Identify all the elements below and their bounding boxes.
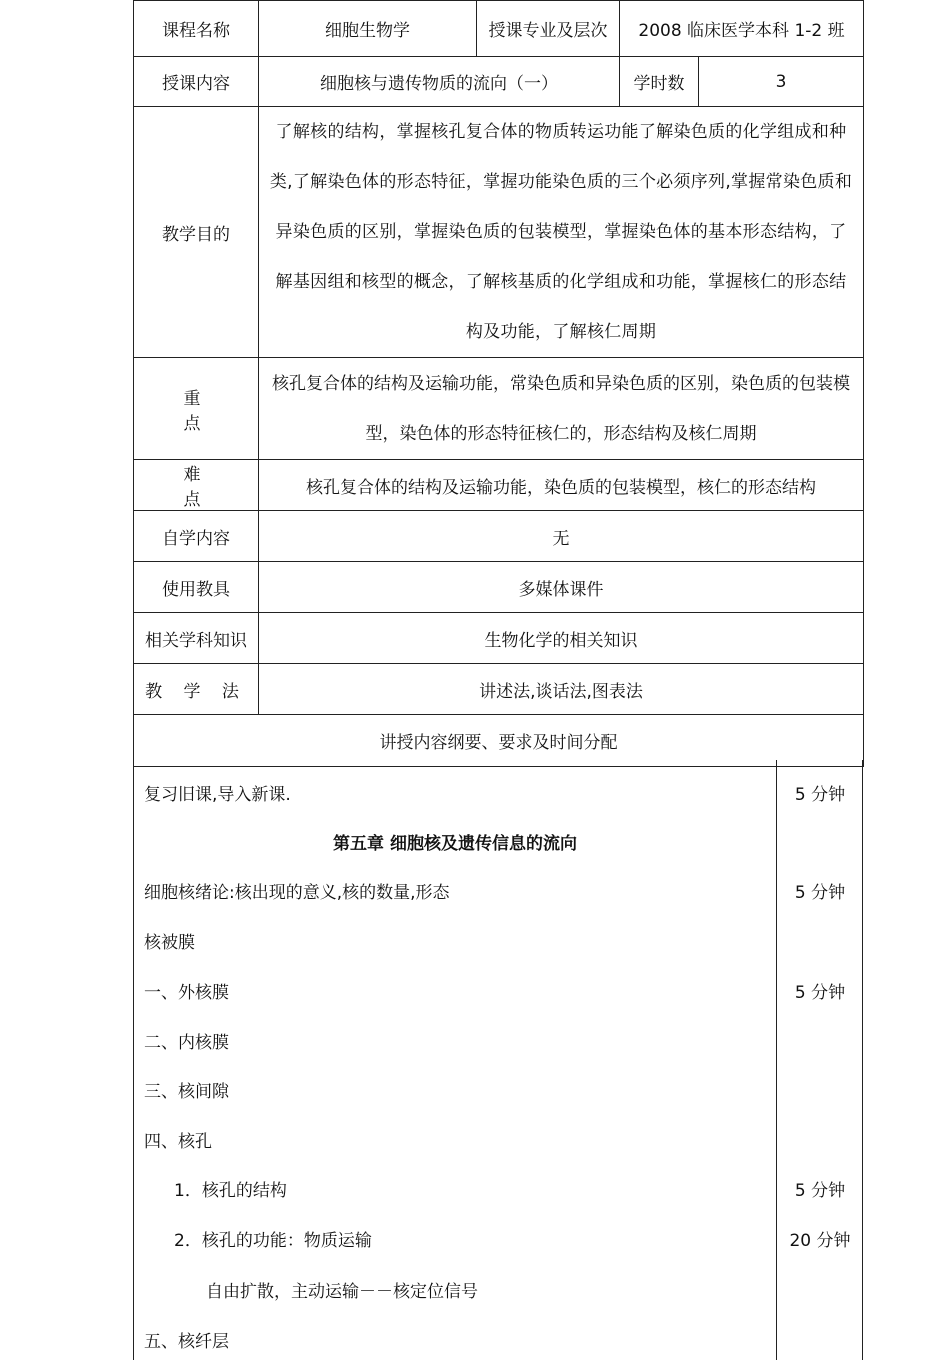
outline-text: 复习旧课,导入新课. bbox=[144, 785, 291, 805]
content-value: 细胞核与遗传物质的流向（一） bbox=[259, 57, 620, 107]
method-label: 教 学 法 bbox=[134, 664, 259, 715]
self-study-label: 自学内容 bbox=[134, 511, 259, 562]
outline-item bbox=[134, 1317, 864, 1367]
row-self-study bbox=[134, 511, 864, 562]
key-points-label: 重 点 bbox=[134, 358, 259, 460]
outline-header: 讲授内容纲要、要求及时间分配 bbox=[134, 715, 864, 767]
related-text: 生物化学的相关知识 bbox=[259, 613, 864, 664]
content-label: 授课内容 bbox=[134, 57, 259, 107]
difficulties-text: 核孔复合体的结构及运输功能，染色质的包装模型，核仁的形态结构 bbox=[259, 460, 864, 511]
major-value: 2008 临床医学本科 1-2 班 bbox=[620, 1, 864, 57]
difficulties-label: 难 点 bbox=[134, 460, 259, 511]
chapter-title-text: 第五章 细胞核及遗传信息的流向 bbox=[333, 834, 577, 854]
hours-label: 学时数 bbox=[620, 57, 699, 107]
outline-text: 三、核间隙 bbox=[144, 1082, 229, 1102]
outline-item bbox=[134, 1067, 864, 1117]
tools-text: 多媒体课件 bbox=[259, 562, 864, 613]
outline-item bbox=[134, 770, 864, 820]
objectives-text: 了解核的结构，掌握核孔复合体的物质转运功能了解染色质的化学组成和种类,了解染色体的形态特征，掌握功能染色质的三个必须序列,掌握常染色质和异染色质的区别，掌握染色质的包装模型，掌握染色体的基本形态结构，了解基因组和核型的概念，了解核基质的化学组成和功能，掌握核仁的形态结构及功能，了解核仁周期 bbox=[259, 107, 864, 358]
row-related bbox=[134, 613, 864, 664]
outline-text: 2．核孔的功能：物质运输 bbox=[174, 1231, 372, 1251]
outline-item bbox=[134, 868, 864, 918]
row-method bbox=[134, 664, 864, 715]
self-study-text: 无 bbox=[259, 511, 864, 562]
course-name-label: 课程名称 bbox=[134, 1, 259, 57]
row-course bbox=[134, 1, 864, 57]
outline-time: 5 分钟 bbox=[794, 983, 846, 1003]
tools-label: 使用教具 bbox=[134, 562, 259, 613]
objectives-label: 教学目的 bbox=[134, 107, 259, 358]
method-text: 讲述法,谈话法,图表法 bbox=[259, 664, 864, 715]
row-content bbox=[134, 57, 864, 107]
related-label: 相关学科知识 bbox=[134, 613, 259, 664]
major-label: 授课专业及层次 bbox=[477, 1, 620, 57]
outline-time: 5 分钟 bbox=[794, 883, 846, 903]
outline-text: 1．核孔的结构 bbox=[174, 1181, 287, 1201]
outline-item bbox=[134, 1018, 864, 1068]
outline-item bbox=[134, 968, 864, 1018]
outline-item bbox=[134, 1216, 864, 1266]
row-key-points bbox=[134, 358, 864, 460]
outline-item bbox=[134, 1166, 864, 1216]
lesson-plan-table bbox=[133, 0, 864, 767]
outline-text: 四、核孔 bbox=[144, 1132, 212, 1152]
row-objectives bbox=[134, 107, 864, 358]
outline-time: 20 分钟 bbox=[789, 1231, 851, 1251]
row-outline-header bbox=[134, 715, 864, 767]
outline-item bbox=[134, 1117, 864, 1167]
outline-text: 二、内核膜 bbox=[144, 1033, 229, 1053]
outline-text: 细胞核绪论:核出现的意义,核的数量,形态 bbox=[144, 883, 450, 903]
hours-value: 3 bbox=[699, 57, 864, 107]
key-points-text: 核孔复合体的结构及运输功能，常染色质和异染色质的区别，染色质的包装模型，染色体的形态特征核仁的，形态结构及核仁周期 bbox=[259, 358, 864, 460]
outline-text: 五、核纤层 bbox=[144, 1332, 229, 1352]
outline-time: 5 分钟 bbox=[794, 1181, 846, 1201]
outline-item bbox=[134, 918, 864, 968]
outline-text: 一、外核膜 bbox=[144, 983, 229, 1003]
outline-item bbox=[134, 1267, 864, 1317]
outline-section bbox=[133, 760, 863, 1360]
chapter-title bbox=[134, 819, 864, 869]
outline-text: 核被膜 bbox=[144, 933, 195, 953]
course-name-value: 细胞生物学 bbox=[259, 1, 477, 57]
outline-text: 自由扩散，主动运输－－核定位信号 bbox=[206, 1282, 478, 1302]
row-difficulties bbox=[134, 460, 864, 511]
outline-time: 5 分钟 bbox=[794, 785, 846, 805]
row-tools bbox=[134, 562, 864, 613]
